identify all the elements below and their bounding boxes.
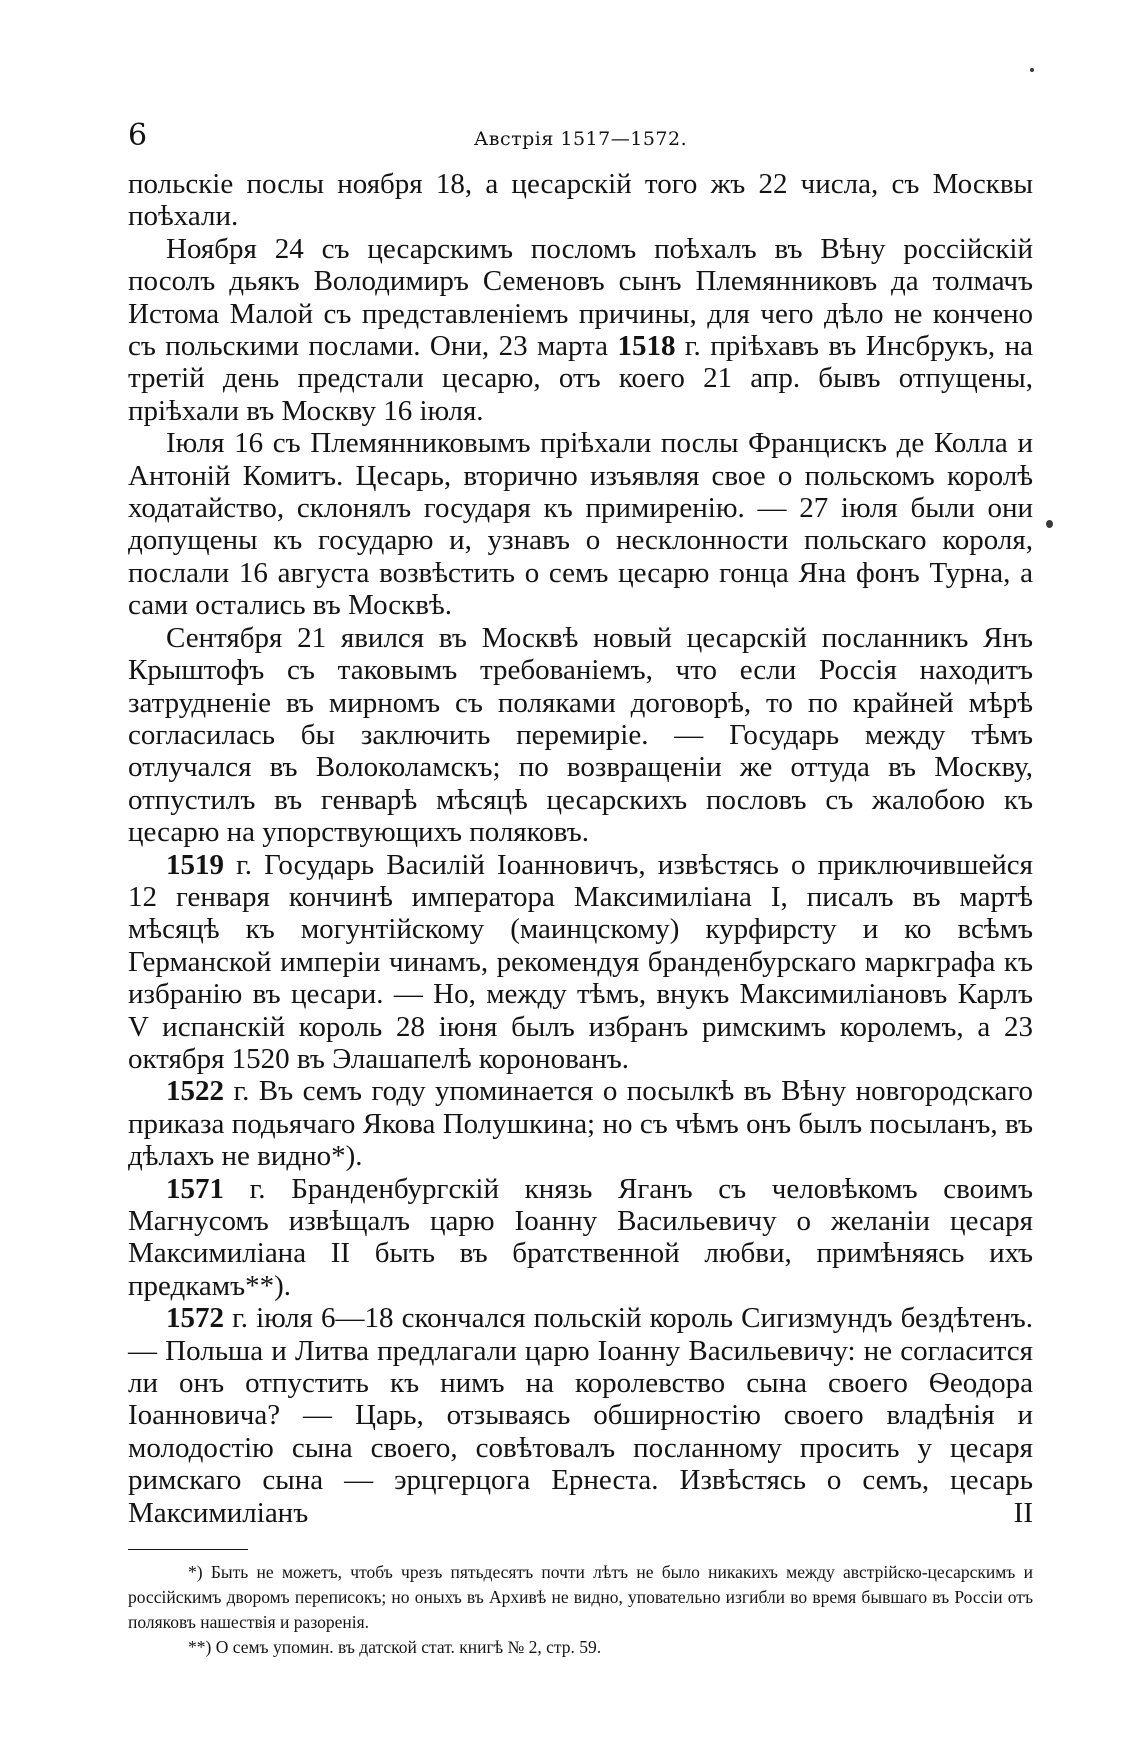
paragraph-text: Ноября 24 съ цесарскимъ посломъ поѣхалъ въ Вѣну россійскій посолъ дьякъ Володимиръ Семеновъ сынъ Племянниковъ да толмачъ Истома Малой съ представленіемъ причины, для чего дѣло не кончено съ польскими послами. Они, 23 марта (128, 232, 1033, 363)
footnote-2: **) О семъ упомин. въ датской стат. книгѣ № 2, стр. 59. (188, 1637, 602, 1658)
footnote-divider (128, 1549, 248, 1550)
paragraph-3 (128, 427, 1033, 621)
page-number: 6 (128, 118, 148, 153)
paragraph-text: г. іюля 6—18 скончался польскій король Сигизмундъ бездѣтенъ. — Польша и Литва предлагали царю Іоанну Васильевичу: не согласится ли онъ отпустить къ нимъ на королевство сына своего Ѳеодора Іоанновича? — Царь, отзываясь обширностію своего владѣнія и молодостію сына своего, совѣтовалъ посланному просить у цесаря римскаго сына — эрцгерцога Ернеста. Извѣстясь о семъ, цесарь Максимиліанъ II (128, 1302, 1033, 1529)
paragraph-4 (128, 622, 1033, 849)
footnote-1: *) Быть не можетъ, чтобъ чрезъ пятьдесятъ почти лѣтъ не было никакихъ между австрійско-цесарскимъ и россійскимъ дворомъ переписокъ; но оныхъ въ Архивѣ не видно, уповательно изгибли во время бывшаго въ Россіи отъ поляковъ нашествія и разоренія. (128, 1562, 1033, 1633)
paragraph-text: г. Бранденбургскій князь Яганъ съ человѣкомъ своимъ Магнусомъ извѣщалъ царю Іоанну Васильевичу о желаніи цесаря Максимиліана II быть въ братственной любви, примѣняясь ихъ предкамъ**). (128, 1172, 1033, 1302)
main-text (128, 168, 1033, 1529)
year-1518: 1518 (617, 330, 676, 363)
paragraph-text: Іюля 16 съ Племянниковымъ пріѣхали послы Францискъ де Колла и Антоній Комитъ. Цесарь, вторично изъявляя свое о польскомъ королѣ ходатайство, склонялъ государя къ примиренію. — 27 іюля были они допущены къ государю и, узнавъ о несклонности польскаго короля, послали 16 августа возвѣстить о семъ цесарю гонца Яна фонъ Турна, а сами остались въ Москвѣ. (128, 427, 1033, 622)
running-head (128, 118, 1033, 168)
paragraph-1571 (128, 1173, 1033, 1303)
running-title: Австрія 1517—1572. (473, 128, 688, 150)
paragraph-text: Сентября 21 явился въ Москвѣ новый цесарскій посланникъ Янъ Крыштофъ съ таковымъ требованіемъ, что если Россія находитъ затрудненіе въ мирномъ съ поляками договорѣ, то по крайней мѣрѣ согласилась бы заключить перемиріе. — Государь между тѣмъ отлучался въ Волоколамскъ; по возвращеніи же оттуда въ Москву, отпустилъ въ генварѣ мѣсяцѣ цесарскихъ пословъ съ жалобою къ цесарю на упорствующихъ поляковъ. (128, 621, 1033, 849)
paragraph-1572 (128, 1302, 1033, 1529)
print-speck (1046, 520, 1053, 528)
year-1519: 1519 (166, 848, 224, 881)
print-speck (1030, 68, 1034, 72)
paragraph-text: г. Государь Василій Іоанновичъ, извѣстясь о приключившейся 12 генваря кончинѣ императора Максимиліана I, писалъ въ мартѣ мѣсяцѣ къ могунтійскому (маинцскому) курфирсту и ко всѣмъ Германской имперіи чинамъ, рекомендуя бранденбурскаго маркграфа къ избранію въ цесари. — Но, между тѣмъ, внукъ Максимиліановъ Карлъ V испанскій король 28 іюня былъ избранъ римскимъ королемъ, а 23 октября 1520 въ Элашапелѣ коронованъ. (128, 848, 1033, 1075)
paragraph-text-continued: г. пріѣхавъ въ Инсбрукъ, на третій день предстали цесарю, отъ коего 21 апр. бывъ отпущены, пріѣхали въ Москву 16 іюля. (128, 330, 1034, 427)
year-1522: 1522 (166, 1075, 224, 1108)
paragraph-2 (128, 233, 1033, 427)
footnotes (128, 1560, 1033, 1660)
year-1572: 1572 (166, 1302, 224, 1335)
paragraph-1519 (128, 849, 1033, 1076)
paragraph-1 (128, 168, 1033, 233)
paragraph-1522 (128, 1075, 1033, 1172)
paragraph-text: г. Въ семъ году упоминается о посылкѣ въ Вѣну новгородскаго приказа подьячаго Якова Полушкина; но съ чѣмъ онъ былъ посыланъ, въ дѣлахъ не видно*). (128, 1075, 1033, 1173)
paragraph-text: польскіе послы ноября 18, а цесарскій того жъ 22 числа, съ Москвы поѣхали. (128, 168, 1033, 233)
book-page (128, 118, 1033, 1660)
year-1571: 1571 (166, 1172, 224, 1205)
